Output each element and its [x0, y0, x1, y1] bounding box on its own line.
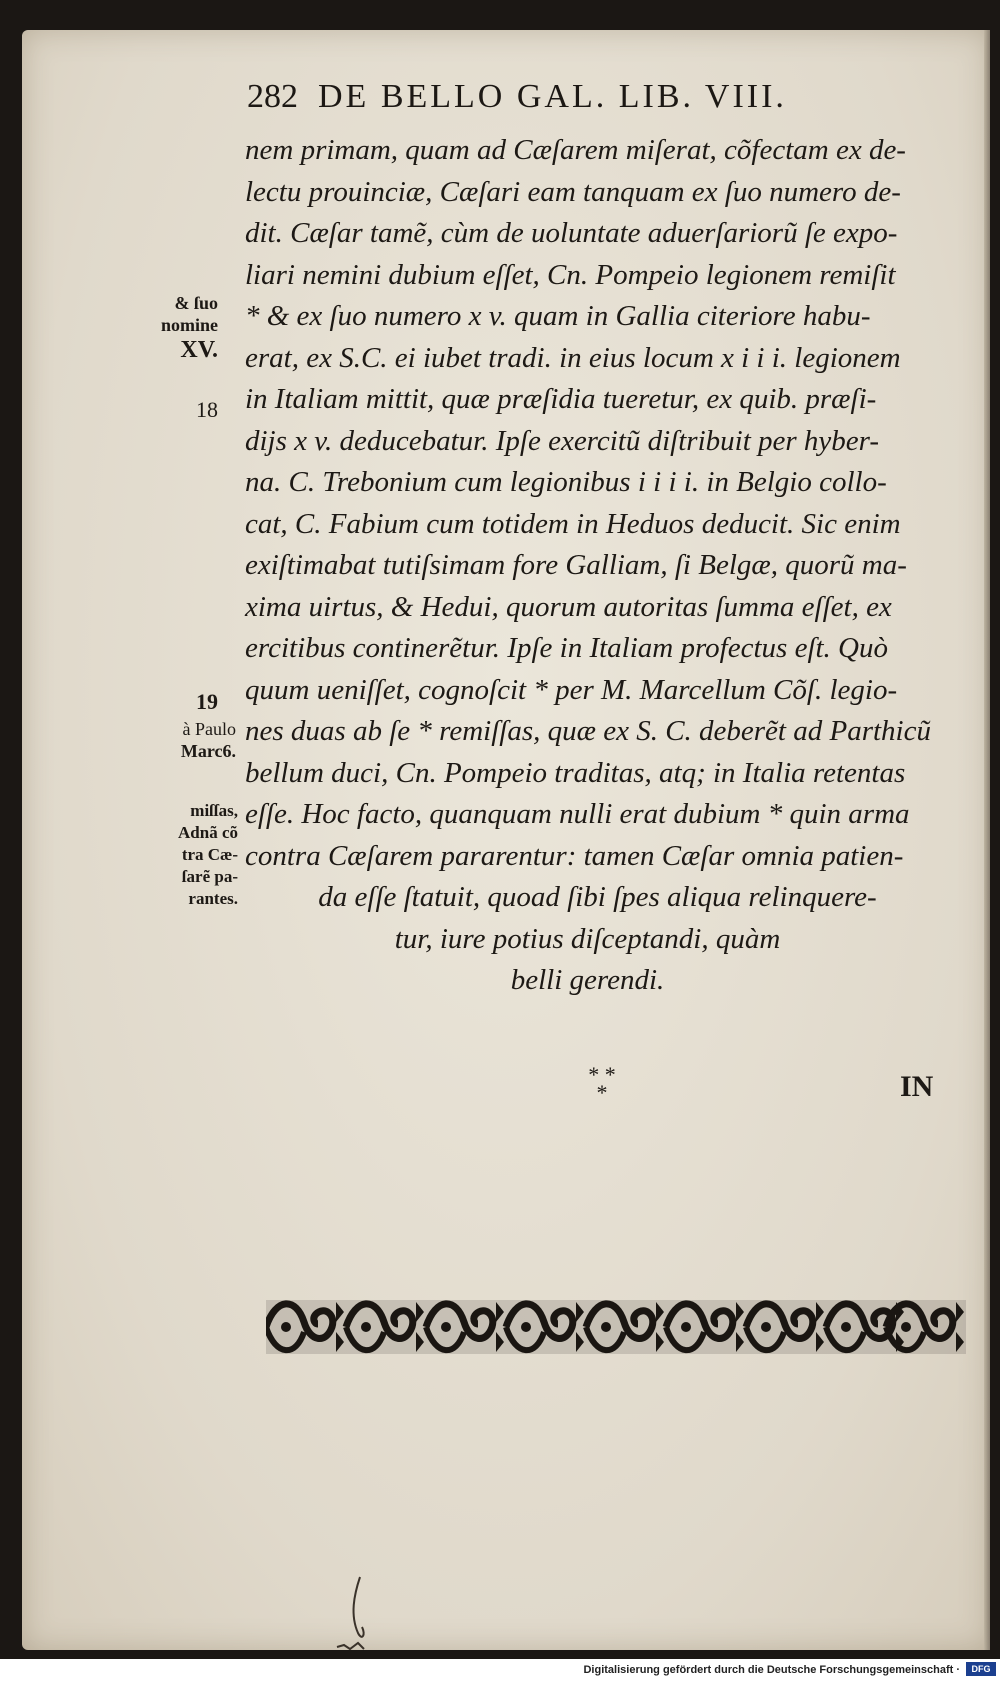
- margin-note-line: rantes.: [188, 889, 238, 908]
- text-line: exiſtimabat tutiſsimam fore Galliam, ſi Belgæ, quorũ ma-: [245, 549, 907, 581]
- footer-credit: Digitalisierung gefördert durch die Deutsche Forschungsgemeinschaft ·: [583, 1664, 960, 1676]
- text-line: nes duas ab ſe * remiſſas, quæ ex S. C. deberẽt ad Parthicũ: [245, 715, 931, 747]
- text-line: eſſe. Hoc facto, quanquam nulli erat dubium * quin arma: [245, 798, 910, 830]
- margin-note-line: nomine: [160, 315, 218, 335]
- margin-note-line: ſarẽ pa-: [181, 867, 238, 886]
- pen-mark: [332, 1575, 392, 1655]
- margin-number-19: 19: [196, 689, 218, 714]
- running-header: [247, 78, 947, 116]
- text-line: contra Cæſarem pararentur: tamen Cæſar omnia patien-: [245, 839, 904, 872]
- text-line: da eſſe ſtatuit, quoad ſibi ſpes aliqua relinquere-: [318, 881, 877, 913]
- footer-bar: [0, 1659, 1000, 1681]
- text-line: liari nemini dubium eſſet, Cn. Pompeio legionem remiſit: [245, 258, 896, 291]
- ornament-band: [266, 1292, 966, 1362]
- margin-note-line: à Paulo: [182, 719, 236, 739]
- text-line: * & ex ſuo numero x v. quam in Gallia citeriore habu-: [245, 300, 871, 332]
- book-page: [22, 30, 990, 1650]
- page-edge: [984, 30, 990, 1650]
- text-line: lectu prouinciæ, Cæſari eam tanquam ex ſuo numero de-: [245, 175, 901, 208]
- margin-note-line: Adnã cõ: [178, 823, 238, 842]
- page-number: 282: [247, 78, 298, 115]
- margin-note-line: XV.: [180, 337, 218, 363]
- margin-note-line: & ſuo: [174, 293, 218, 313]
- catchword: IN: [900, 1070, 934, 1103]
- margin-note-missas: [132, 800, 238, 910]
- margin-note-suo-nomine: [140, 292, 218, 364]
- text-line: in Italiam mittit, quæ præſidia tueretur, ex quib. præſi-: [245, 383, 877, 415]
- running-title: DE BELLO GAL. LIB. VIII.: [318, 78, 787, 115]
- margin-note-line: miſſas,: [190, 801, 238, 820]
- ornament-pattern: [266, 1300, 966, 1354]
- text-line: erat, ex S.C. ei iubet tradi. in eius locum x i i i. legionem: [245, 341, 901, 374]
- margin-note-line: Marc6.: [180, 741, 236, 761]
- text-line: dit. Cæſar tamẽ, cùm de uoluntate aduerſariorũ ſe expo-: [245, 217, 898, 249]
- text-line: xima uirtus, & Hedui, quorum autoritas ſumma eſſet, ex: [245, 590, 892, 623]
- margin-number-18: 18: [196, 397, 218, 422]
- text-line: tur, iure potius diſceptandi, quàm: [394, 922, 781, 955]
- text-line: quum ueniſſet, cognoſcit * per M. Marcellum Cõſ. legio-: [245, 673, 898, 706]
- dfg-logo: DFG: [966, 1662, 996, 1676]
- margin-note-line: tra Cæ-: [181, 845, 238, 864]
- text-line: belli gerendi.: [510, 964, 665, 996]
- text-line: nem primam, quam ad Cæſarem miſerat, cõfectam ex de-: [245, 134, 906, 166]
- asterism: * * *: [588, 1062, 616, 1105]
- text-line: ercitibus continerẽtur. Ipſe in Italiam profectus eſt. Quò: [245, 632, 888, 664]
- text-line: cat, C. Fabium cum totidem in Heduos deducit. Sic enim: [245, 507, 901, 540]
- text-line: bellum duci, Cn. Pompeio traditas, atq; in Italia retentas: [245, 756, 906, 789]
- margin-note-paulo: [140, 718, 236, 762]
- body-text: [245, 130, 930, 1002]
- text-line: dijs x v. deducebatur. Ipſe exercitũ diſtribuit per hyber-: [245, 424, 880, 457]
- text-line: na. C. Trebonium cum legionibus i i i i. in Belgio collo-: [245, 466, 887, 498]
